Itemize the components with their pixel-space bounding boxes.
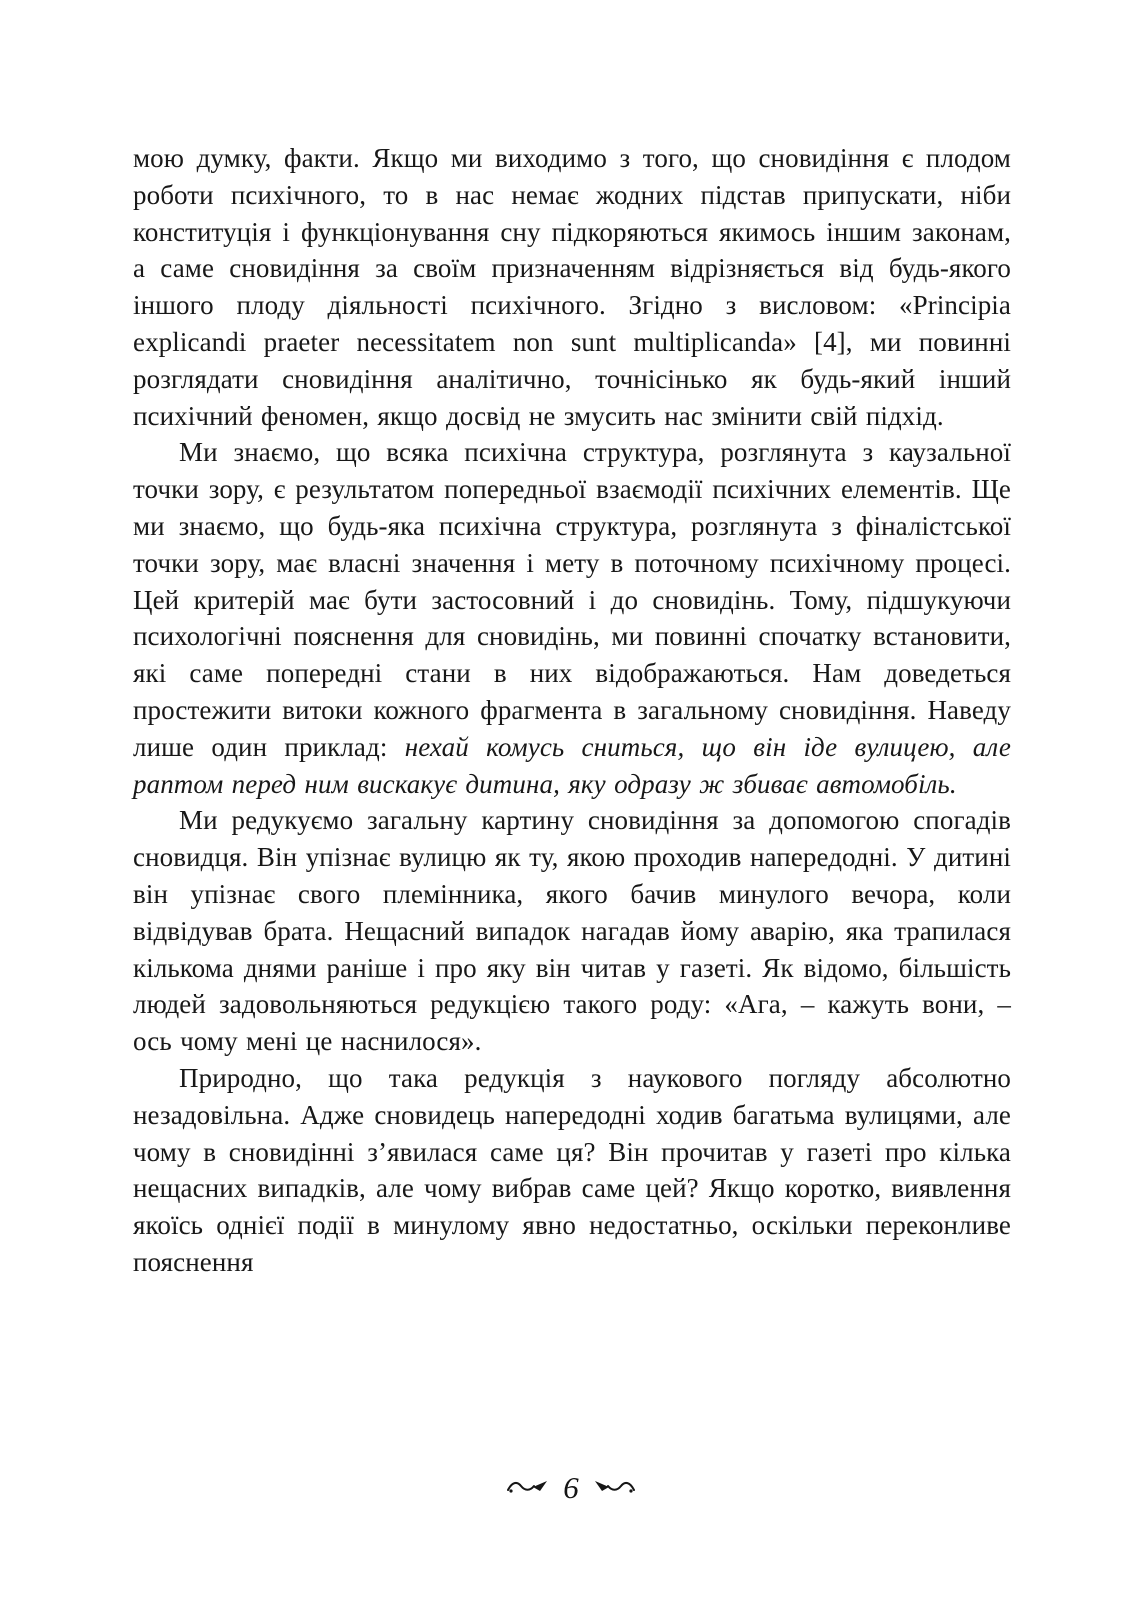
left-flourish-icon [507, 1478, 549, 1498]
paragraph-text: мою думку, факти. Якщо ми виходимо з того, що сновидіння є плодом роботи психічного, то в нас немає жодних підстав припускати, ніби конституція і функціонування сну підкоряються якимось іншим законам, а саме сновидіння за своїм призначенням відрізняється від будь-якого іншого плоду діяльності психічного. Згідно з висловом: «Principia explicandi praeter necessitatem non sunt multiplicanda» [4], ми повинні розглядати сновидіння аналітично, точнісінько як будь-який інший психічний феномен, якщо досвід не змусить нас змінити свій підхід. [133, 143, 1011, 431]
paragraph [133, 434, 1011, 802]
paragraph-text: Ми знаємо, що всяка психічна структура, розглянута з каузальної точки зору, є результатом попередньої взаємодії психічних елементів. Ще ми знаємо, що будь-яка психічна структура, розглянута з фіналістської точки зору, має власні значення і мету в поточному психічному процесі. Цей критерій має бути застосовний і до сновидінь. Тому, підшукуючи психологічні пояснення для сновидінь, ми повинні спочатку встановити, які саме попередні стани в них відображаються. Нам доведеться простежити витоки кожного фрагмента в загальному сновидіння. Наведу лише один приклад: [133, 437, 1011, 762]
paragraph-text: Природно, що така редукція з наукового погляду абсолютно незадовільна. Адже сновидець напередодні ходив багатьма вулицями, але чому в сновидінні з’явилася саме ця? Він прочитав у газеті про кілька нещасних випадків, але чому вибрав саме цей? Якщо коротко, виявлення якоїсь однієї події в минулому явно недостатньо, оскільки переконливе пояснення [133, 1062, 1011, 1277]
page-footer [0, 1472, 1142, 1503]
paragraph-italic-text: нехай комусь сниться, що він іде вулицею, але раптом перед ним вискакує дитина, яку одразу ж збиває автомобіль. [133, 731, 1012, 799]
page-text-block [133, 140, 1011, 1281]
page-number: 6 [563, 1470, 579, 1505]
paragraph [133, 802, 1011, 1060]
paragraph [133, 1060, 1011, 1281]
right-flourish-icon [593, 1478, 635, 1498]
paragraph-text: Ми редукуємо загальну картину сновидіння за допомогою спогадів сновидця. Він упізнає вулицю як ту, якою проходив напередодні. У дитині він упізнає свого племінника, якого бачив минулого вечора, коли відвідував брата. Нещасний випадок нагадав йому аварію, яка трапилася кількома днями раніше і про яку він читав у газеті. Як відомо, більшість людей задовольняються редукцією такого роду: «Ага, – кажуть вони, – ось чому мені це наснилося». [133, 805, 1011, 1057]
paragraph [133, 140, 1011, 434]
